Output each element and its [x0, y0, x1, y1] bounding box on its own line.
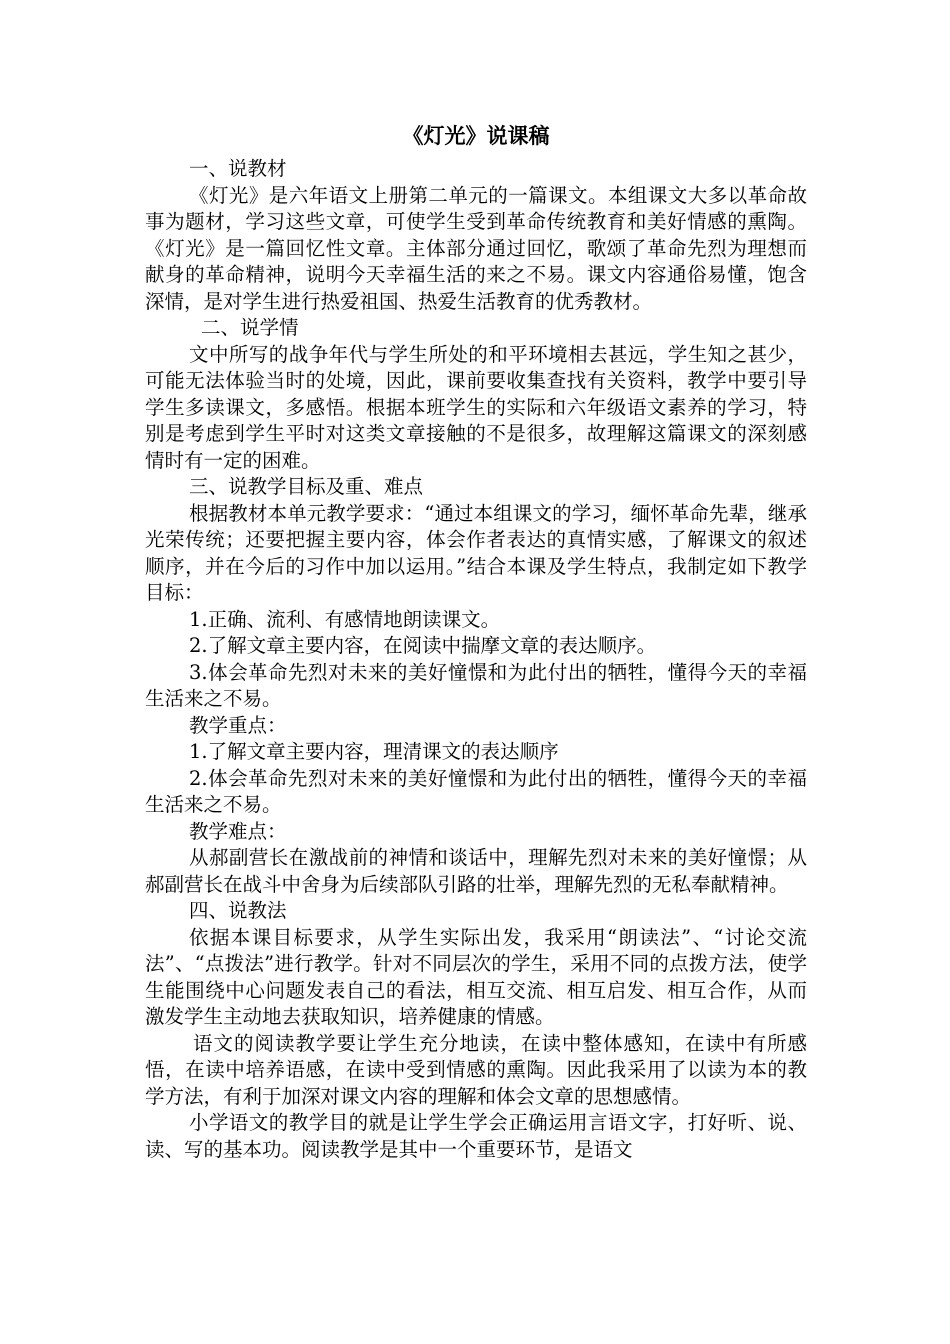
key-points-label: 教学重点：	[189, 713, 287, 737]
paragraph: 依据本课目标要求，从学生实际出发，我采用“朗读法”、“讨论交流法”、“点拨法”进行教学。针对不同层次的学生，采用不同的点拨方法，使学生能围绕中心问题发表自己的看法，相互交流、相互启发、相互合作，从而激发学生主动地去获取知识，培养健康的情感。	[145, 925, 807, 1028]
paragraph: 小学语文的教学目的就是让学生学会正确运用言语文字，打好听、说、读、写的基本功。阅读教学是其中一个重要环节，是语文	[145, 1111, 807, 1161]
paragraph: 根据教材本单元教学要求：“通过本组课文的学习，缅怀革命先辈，继承光荣传统；还要把握主要内容，体会作者表达的真情实感，了解课文的叙述顺序，并在今后的习作中加以运用。”结合本课及学生特点，我制定如下教学目标：	[145, 501, 807, 604]
paragraph: 文中所写的战争年代与学生所处的和平环境相去甚远，学生知之甚少，可能无法体验当时的处境，因此，课前要收集查找有关资料，教学中要引导学生多读课文，多感悟。根据本班学生的实际和六年级语文素养的学习，特别是考虑到学生平时对这类文章接触的不是很多，故理解这篇课文的深刻感情时有一定的困难。	[145, 342, 807, 472]
paragraph: 《灯光》是六年语文上册第二单元的一篇课文。本组课文大多以革命故事为题材，学习这些文章，可使学生受到革命传统教育和美好情感的熏陶。《灯光》是一篇回忆性文章。主体部分通过回忆，歌颂了革命先烈为理想而献身的革命精神，说明今天幸福生活的来之不易。课文内容通俗易懂，饱含深情，是对学生进行热爱祖国、热爱生活教育的优秀教材。	[145, 183, 807, 313]
document-title: 《灯光》说课稿	[402, 124, 550, 148]
section-heading-student-situation: 二、说学情	[201, 316, 299, 339]
section-heading-teaching-material: 一、说教材	[189, 157, 287, 180]
key-point-item: 1.了解文章主要内容，理清课文的表达顺序	[189, 740, 559, 763]
goal-item: 1.正确、流利、有感情地朗读课文。	[189, 607, 501, 631]
goal-item: 2.了解文章主要内容，在阅读中揣摩文章的表达顺序。	[189, 634, 657, 657]
section-heading-teaching-methods: 四、说教法	[189, 899, 287, 922]
difficulty-label: 教学难点：	[189, 819, 287, 843]
goal-item: 3.体会革命先烈对未来的美好憧憬和为此付出的牺牲，懂得今天的幸福生活来之不易。	[145, 660, 807, 710]
document-page	[145, 122, 807, 1163]
difficulty-text: 从郝副营长在激战前的神情和谈话中，理解先烈对未来的美好憧憬；从郝副营长在战斗中舍身为后续部队引路的壮举，理解先烈的无私奉献精神。	[145, 846, 807, 896]
key-point-item: 2.体会革命先烈对未来的美好憧憬和为此付出的牺牲，懂得今天的幸福生活来之不易。	[145, 766, 807, 816]
section-heading-teaching-goals: 三、说教学目标及重、难点	[189, 475, 424, 498]
paragraph: 语文的阅读教学要让学生充分地读，在读中整体感知，在读中有所感悟，在读中培养语感，在读中受到情感的熏陶。因此我采用了以读为本的教学方法，有利于加深对课文内容的理解和体会文章的思想感情。	[145, 1031, 807, 1108]
